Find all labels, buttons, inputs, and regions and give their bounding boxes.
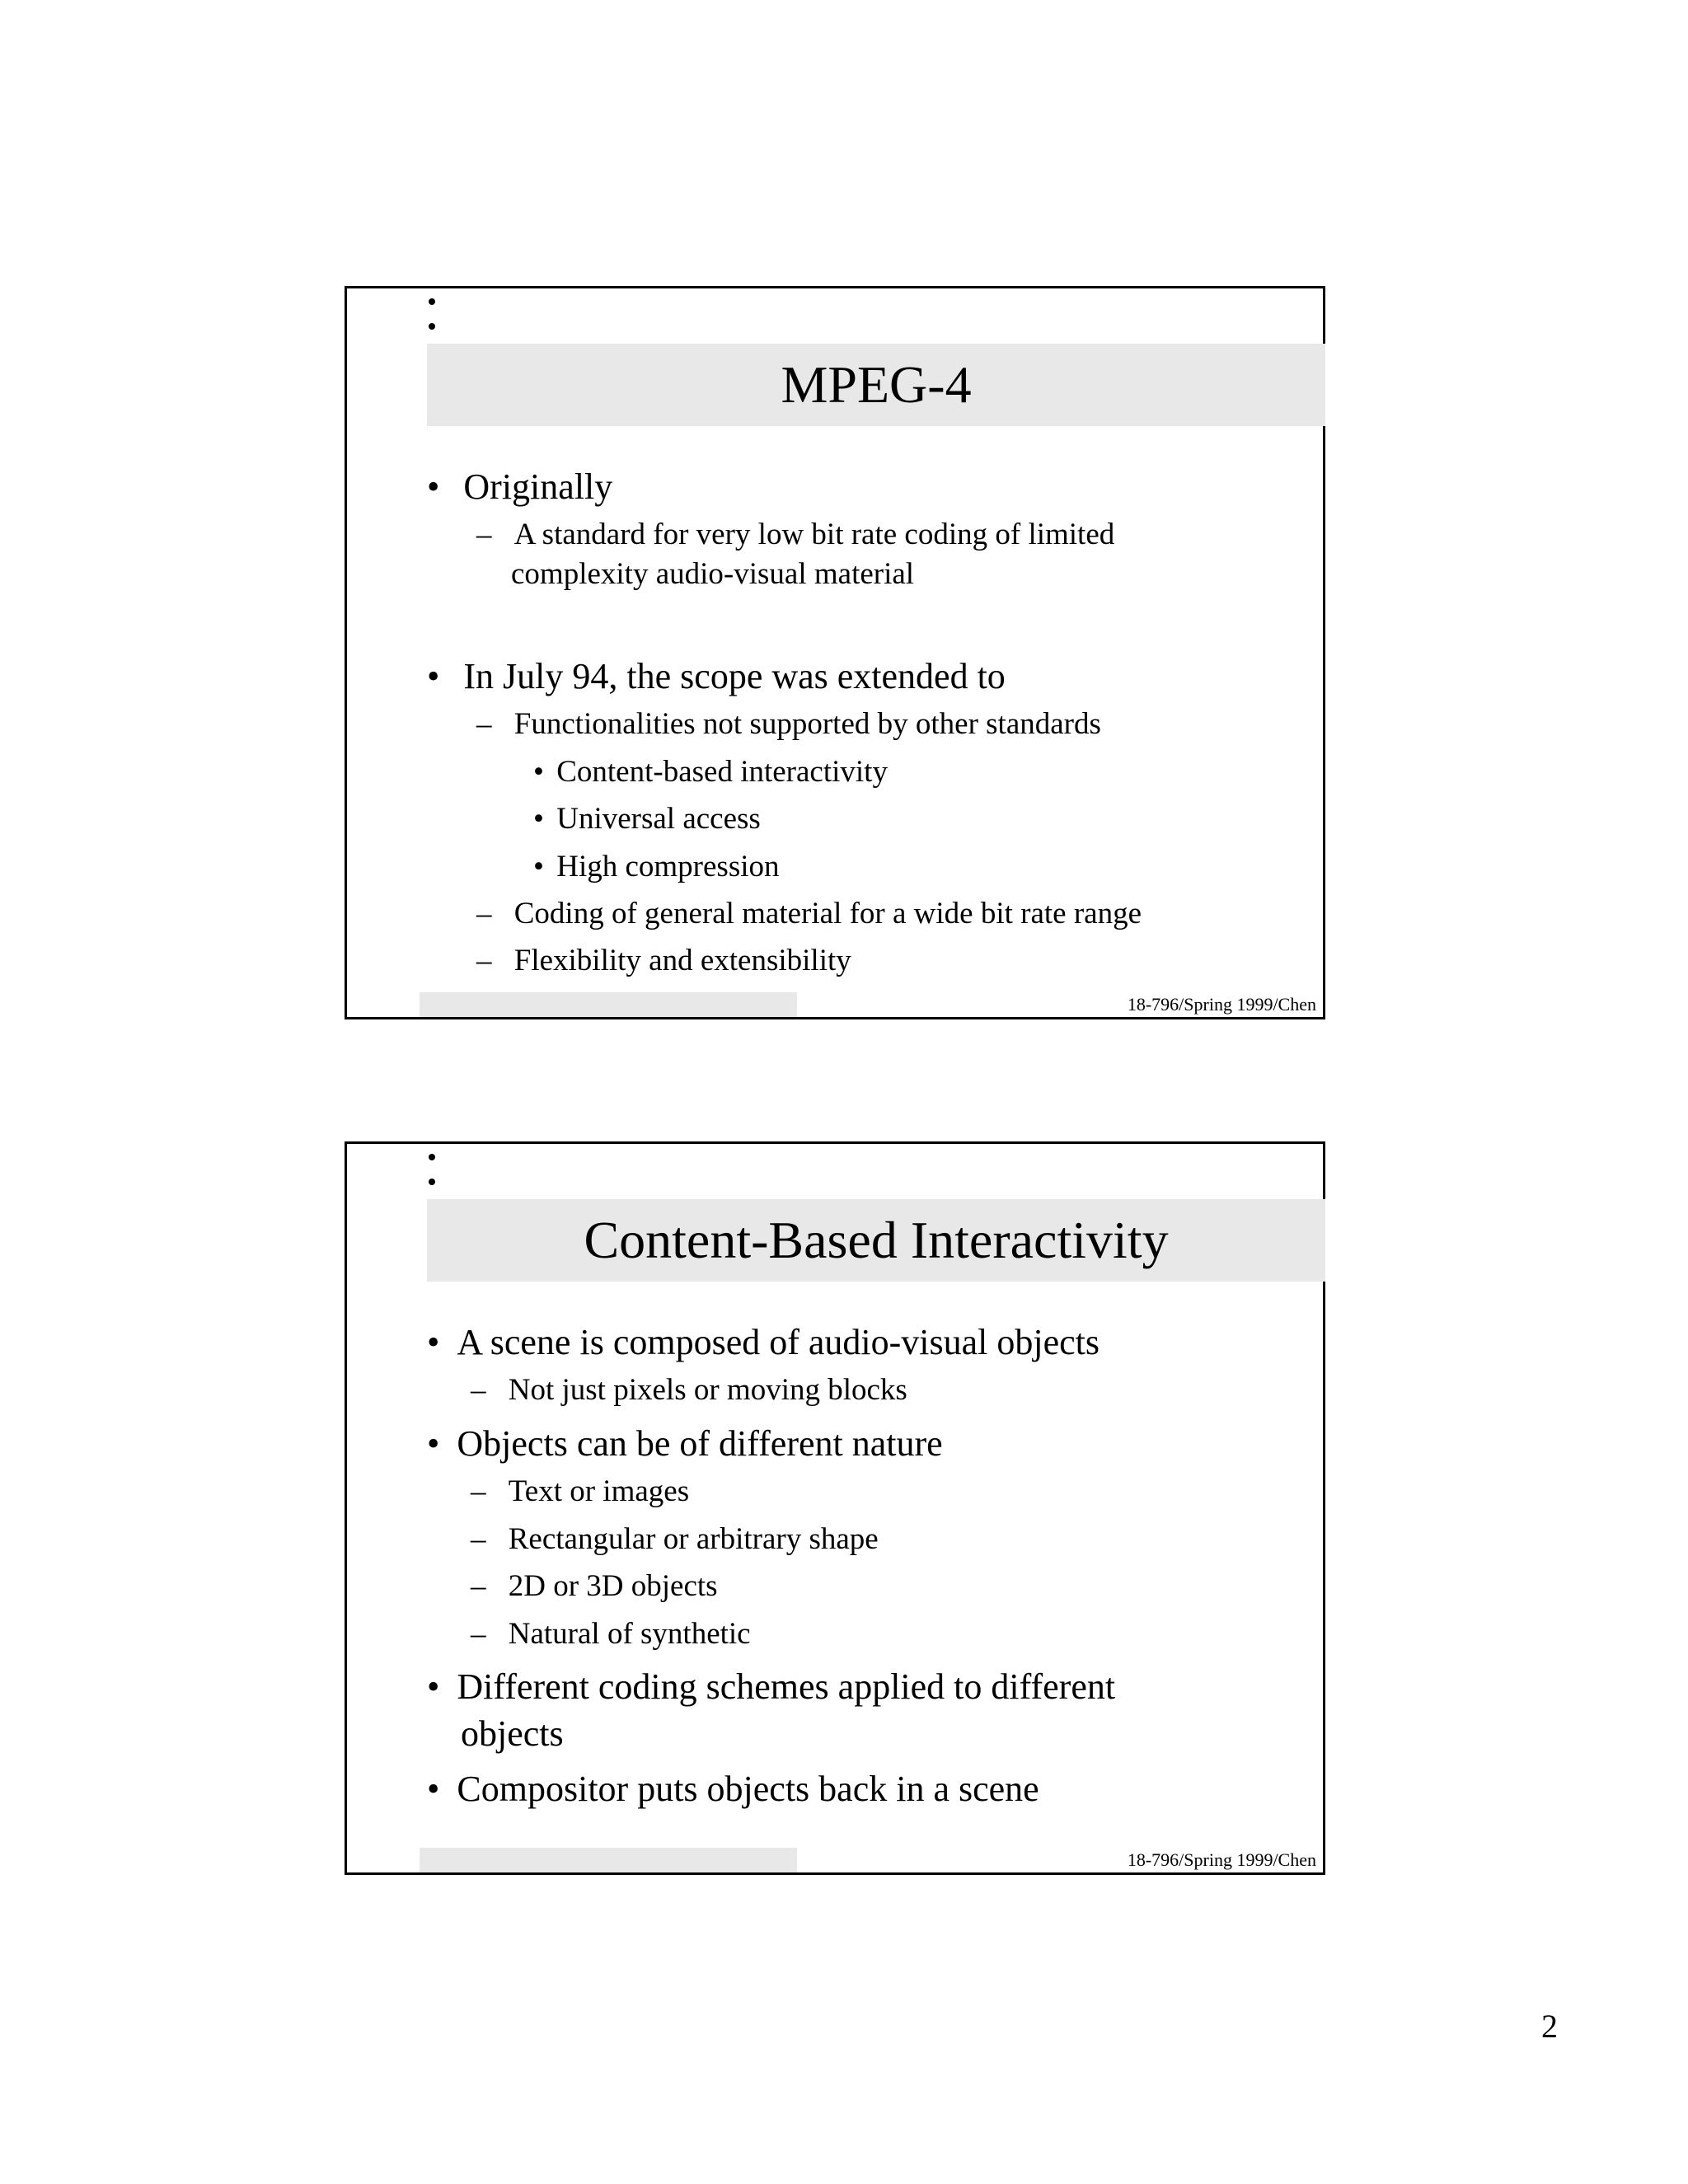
- sub-text: A standard for very low bit rate coding of limited: [513, 518, 1115, 551]
- slide-footer: 18-796/Spring 1999/Chen: [1127, 994, 1316, 1015]
- dash-marker: –: [476, 897, 492, 930]
- dash-marker: –: [471, 1569, 486, 1603]
- sub-sub-item: [533, 849, 780, 884]
- sub-text: Functionalities not supported by other standards: [513, 707, 1101, 741]
- sub-text: Coding of general material for a wide bit rate range: [513, 897, 1142, 930]
- bullet-marker: •: [427, 656, 440, 696]
- sub-item: [476, 896, 1142, 931]
- bullet-item: [427, 1321, 1100, 1363]
- sub-text: Not just pixels or moving blocks: [508, 1373, 907, 1407]
- sub-text: complexity audio-visual material: [511, 557, 915, 591]
- bullet-marker: •: [427, 466, 440, 507]
- bullet-text: Different coding schemes applied to different: [457, 1666, 1116, 1707]
- bullet-item: [427, 1422, 943, 1465]
- slide-title: Content-Based Interactivity: [584, 1211, 1169, 1269]
- bullet-item: [427, 1768, 1039, 1810]
- sub-item: [476, 943, 851, 978]
- bullet-item: [427, 466, 612, 508]
- dash-marker: –: [471, 1522, 486, 1556]
- bullet-marker: •: [427, 1769, 440, 1809]
- bullet-text: A scene is composed of audio-visual objects: [457, 1322, 1100, 1362]
- bullet-marker: •: [533, 802, 544, 836]
- sub-item: [471, 1521, 879, 1557]
- sub-sub-item: [533, 754, 888, 790]
- slide-content-based-interactivity: [345, 1141, 1325, 1875]
- bullet-text: Originally: [463, 466, 613, 507]
- sub-text: Natural of synthetic: [508, 1617, 751, 1651]
- bullet-marker: •: [427, 1423, 440, 1464]
- bullet-item: [427, 1666, 1115, 1708]
- bullet-marker: •: [427, 1666, 440, 1707]
- page-number: 2: [1541, 2008, 1558, 2045]
- sub-text: Flexibility and extensibility: [513, 944, 851, 977]
- sub-sub-text: High compression: [556, 850, 780, 883]
- sub-sub-item: [533, 801, 761, 837]
- dash-marker: –: [476, 707, 492, 741]
- sub-item: [476, 706, 1101, 742]
- bullet-text: In July 94, the scope was extended to: [463, 656, 1006, 696]
- sub-text: Text or images: [508, 1474, 690, 1508]
- sub-item: [471, 1616, 751, 1652]
- bullet-text: Compositor puts objects back in a scene: [457, 1769, 1039, 1809]
- dash-marker: –: [471, 1617, 486, 1651]
- sub-item: [471, 1372, 907, 1408]
- dash-marker: –: [476, 518, 492, 551]
- bullet-item: [427, 655, 1006, 697]
- dash-marker: –: [471, 1373, 486, 1407]
- footer-band: [420, 992, 797, 1017]
- sub-text: Rectangular or arbitrary shape: [508, 1522, 879, 1556]
- dash-marker: –: [471, 1474, 486, 1508]
- footer-band: [420, 1848, 797, 1872]
- sub-sub-text: Content-based interactivity: [556, 755, 888, 789]
- slide-mpeg4: [345, 286, 1325, 1019]
- bullet-text: objects: [461, 1713, 564, 1754]
- sub-item: [476, 517, 1114, 552]
- slide-footer: 18-796/Spring 1999/Chen: [1127, 1849, 1316, 1870]
- slide-title: MPEG-4: [781, 355, 972, 414]
- bullet-text: Objects can be of different nature: [457, 1423, 943, 1464]
- bullet-marker: •: [533, 850, 544, 883]
- bullet-marker: •: [533, 755, 544, 789]
- dash-marker: –: [476, 944, 492, 977]
- sub-item: [471, 1474, 689, 1509]
- sub-item: [471, 1568, 718, 1604]
- bullet-marker: •: [427, 1322, 440, 1362]
- sub-sub-text: Universal access: [556, 802, 761, 836]
- sub-text: 2D or 3D objects: [508, 1569, 718, 1603]
- sub-item-continuation: [511, 556, 914, 592]
- bullet-item-continuation: [461, 1713, 564, 1755]
